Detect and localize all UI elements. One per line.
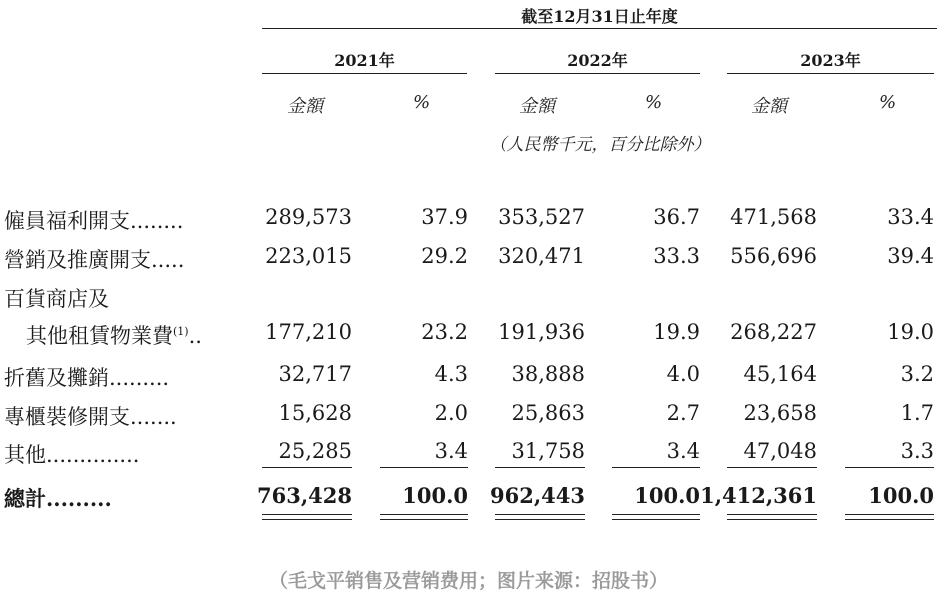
cell-percent: 36.7 xyxy=(653,205,700,229)
cell-amount: 45,164 xyxy=(743,362,817,386)
row-label-depreciation: 折舊及攤銷......... xyxy=(4,366,170,390)
cell-amount: 320,471 xyxy=(498,244,585,268)
unit-note: （人民幣千元，百分比除外） xyxy=(489,135,711,155)
cell-percent: 2.7 xyxy=(666,401,700,425)
total-double-rule xyxy=(495,514,585,515)
row-label-others: 其他.............. xyxy=(4,443,140,467)
cell-percent: 33.3 xyxy=(653,244,700,268)
cell-amount: 32,717 xyxy=(278,362,352,386)
year-header-2022: 2022年 xyxy=(567,51,628,70)
total-double-rule xyxy=(262,514,352,515)
total-double-rule xyxy=(612,514,700,515)
subtotal-rule xyxy=(845,467,934,468)
period-rule xyxy=(262,28,937,29)
cell-amount: 556,696 xyxy=(730,244,817,268)
cell-total-amount: 962,443 xyxy=(490,483,585,508)
cell-percent: 3.4 xyxy=(666,439,700,463)
total-double-rule xyxy=(380,514,468,515)
row-label-rental-fees: 其他租賃物業費$^{(1)}$.. xyxy=(26,324,202,348)
year-header-2023: 2023年 xyxy=(800,51,861,70)
cell-percent: 19.9 xyxy=(653,320,700,344)
source-caption: （毛戈平销售及营销费用；图片来源：招股书） xyxy=(268,570,668,592)
total-double-rule xyxy=(612,519,700,520)
year-rule-2021 xyxy=(262,73,467,74)
amount-label-2022: 金額 xyxy=(519,96,555,117)
row-label-employee-benefits: 僱員福利開支........ xyxy=(4,209,184,233)
subtotal-rule xyxy=(262,467,352,468)
cell-amount: 31,758 xyxy=(511,439,585,463)
total-double-rule xyxy=(495,519,585,520)
total-double-rule xyxy=(380,519,468,520)
cell-percent: 4.0 xyxy=(666,362,700,386)
cell-amount: 353,527 xyxy=(498,205,585,229)
year-rule-2023 xyxy=(727,73,934,74)
cell-total-amount: 1,412,361 xyxy=(700,483,817,508)
cell-percent: 1.7 xyxy=(900,401,934,425)
cell-amount: 38,888 xyxy=(511,362,585,386)
cell-percent: 2.0 xyxy=(434,401,468,425)
total-double-rule xyxy=(845,514,934,515)
cell-amount: 25,863 xyxy=(511,401,585,425)
cell-total-amount: 763,428 xyxy=(257,483,352,508)
period-header: 截至12月31日止年度 xyxy=(521,7,678,26)
year-rule-2022 xyxy=(495,73,700,74)
cell-percent: 23.2 xyxy=(421,320,468,344)
cell-percent: 3.3 xyxy=(900,439,934,463)
cell-amount: 47,048 xyxy=(743,439,817,463)
subtotal-rule xyxy=(495,467,585,468)
cell-total-percent: 100.0 xyxy=(634,483,700,508)
total-double-rule xyxy=(845,519,934,520)
footnote-marker: (1) xyxy=(173,325,189,338)
amount-label-2021: 金額 xyxy=(287,96,323,117)
row-label-department-stores: 百貨商店及 xyxy=(4,287,109,311)
cell-percent: 39.4 xyxy=(887,244,934,268)
percent-label-2022: % xyxy=(645,92,663,113)
subtotal-rule xyxy=(727,467,817,468)
total-double-rule xyxy=(262,519,352,520)
cell-percent: 33.4 xyxy=(887,205,934,229)
cell-percent: 3.4 xyxy=(434,439,468,463)
amount-label-2023: 金額 xyxy=(751,96,787,117)
cell-percent: 3.2 xyxy=(900,362,934,386)
cell-amount: 15,628 xyxy=(278,401,352,425)
cell-amount: 23,658 xyxy=(743,401,817,425)
cell-total-percent: 100.0 xyxy=(868,483,934,508)
cell-amount: 25,285 xyxy=(278,439,352,463)
total-double-rule xyxy=(727,519,817,520)
cell-percent: 4.3 xyxy=(434,362,468,386)
percent-label-2021: % xyxy=(413,92,431,113)
subtotal-rule xyxy=(612,467,700,468)
total-double-rule xyxy=(727,514,817,515)
row-label-counter-renovation: 專櫃裝修開支....... xyxy=(4,405,177,429)
row-label-total: 總計......... xyxy=(4,486,112,511)
cell-amount: 471,568 xyxy=(730,205,817,229)
cell-percent: 29.2 xyxy=(421,244,468,268)
cell-amount: 177,210 xyxy=(265,320,352,344)
year-header-2021: 2021年 xyxy=(334,51,395,70)
cell-amount: 191,936 xyxy=(498,320,585,344)
cell-amount: 223,015 xyxy=(265,244,352,268)
subtotal-rule xyxy=(380,467,468,468)
cell-amount: 268,227 xyxy=(730,320,817,344)
cell-percent: 19.0 xyxy=(887,320,934,344)
cell-total-percent: 100.0 xyxy=(402,483,468,508)
cell-amount: 289,573 xyxy=(265,205,352,229)
row-label-marketing: 營銷及推廣開支..... xyxy=(4,248,185,272)
cell-percent: 37.9 xyxy=(421,205,468,229)
percent-label-2023: % xyxy=(879,92,897,113)
